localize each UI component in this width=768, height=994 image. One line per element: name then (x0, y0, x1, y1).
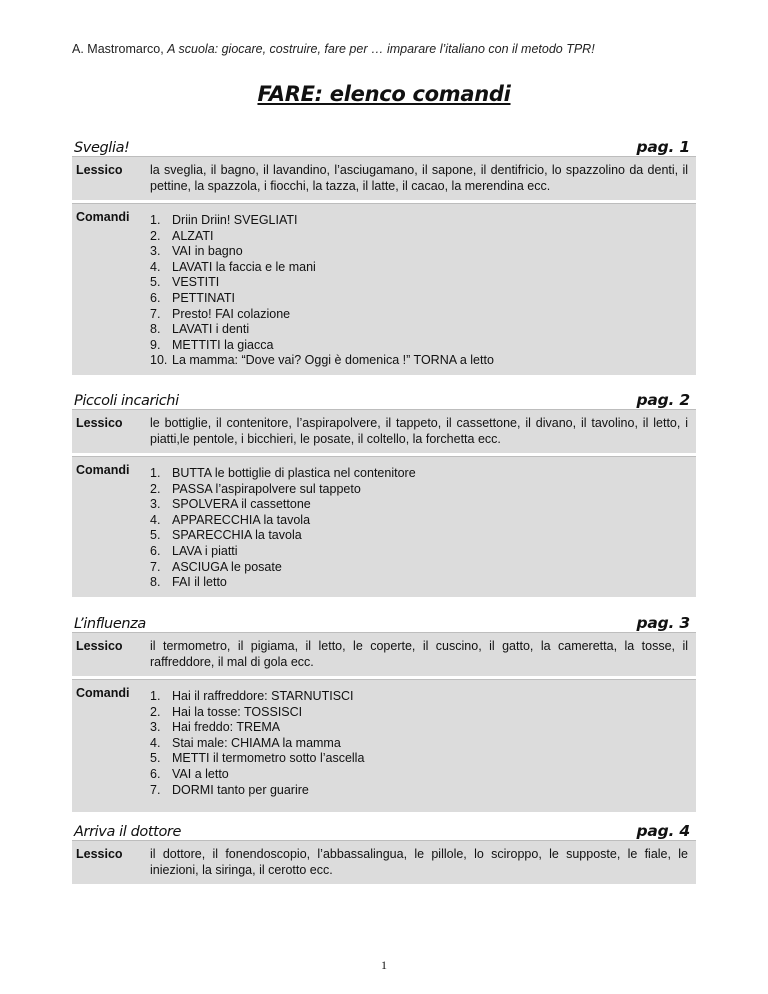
comandi-label: Comandi (76, 686, 130, 700)
lessico-label: Lessico (76, 639, 123, 653)
command-item (150, 482, 416, 498)
command-text: LAVA i piatti (172, 543, 238, 558)
section-sveglia (72, 134, 696, 375)
command-item (150, 767, 364, 783)
section-influenza (72, 610, 696, 812)
command-text: PASSA l’aspirapolvere sul tappeto (172, 481, 361, 496)
lessico-row (72, 632, 696, 676)
command-item (150, 307, 494, 323)
lessico-row (72, 840, 696, 884)
command-number: 2. (150, 481, 161, 496)
command-text: SPOLVERA il cassettone (172, 497, 311, 512)
command-item (150, 260, 494, 276)
command-item (150, 575, 416, 591)
command-number: 6. (150, 766, 161, 781)
command-text: SPARECCHIA la tavola (172, 528, 302, 543)
command-number: 2. (150, 704, 161, 719)
command-number: 9. (150, 337, 161, 352)
command-item (150, 291, 494, 307)
command-item (150, 213, 494, 229)
command-number: 3. (150, 720, 161, 735)
comandi-row (72, 456, 696, 597)
section-piccoli-incarichi (72, 387, 696, 597)
section-heading (72, 610, 696, 632)
command-text: METTITI la giacca (172, 337, 274, 352)
section-title: Piccoli incarichi (74, 393, 179, 409)
command-item (150, 560, 416, 576)
command-item (150, 751, 364, 767)
command-item (150, 736, 364, 752)
command-text: Stai male: CHIAMA la mamma (172, 735, 341, 750)
command-text: VAI in bagno (172, 244, 243, 259)
command-item (150, 689, 364, 705)
command-item (150, 338, 494, 354)
command-text: APPARECCHIA la tavola (172, 512, 311, 527)
command-number: 5. (150, 751, 161, 766)
command-number: 6. (150, 290, 161, 305)
command-text: Driin Driin! SVEGLIATI (172, 213, 298, 227)
command-item (150, 528, 416, 544)
command-item (150, 229, 494, 245)
comandi-list (150, 685, 364, 798)
command-number: 6. (150, 543, 161, 558)
comandi-label: Comandi (76, 463, 130, 477)
section-heading (72, 818, 696, 840)
section-page-ref: pag. 2 (636, 391, 690, 409)
command-text: Presto! FAI colazione (172, 306, 291, 321)
running-header (72, 42, 712, 56)
command-text: METTI il termometro sotto l’ascella (172, 751, 365, 766)
footer-page-number: 1 (381, 958, 387, 972)
command-number: 7. (150, 306, 161, 321)
command-text: La mamma: “Dove vai? Oggi è domenica !” TORNA a letto (172, 353, 494, 368)
section-page-ref: pag. 3 (636, 614, 690, 632)
command-text: BUTTA le bottiglie di plastica nel contenitore (172, 466, 416, 480)
command-number: 1. (150, 213, 161, 227)
command-number: 5. (150, 275, 161, 290)
lessico-label: Lessico (76, 416, 123, 430)
lessico-label: Lessico (76, 163, 123, 177)
command-number: 1. (150, 466, 161, 480)
command-text: VESTITI (172, 275, 220, 290)
command-number: 8. (150, 322, 161, 337)
command-number: 4. (150, 259, 161, 274)
header-book-title: A scuola: giocare, costruire, fare per … imparare l’italiano con il metodo TPR! (167, 42, 595, 56)
lessico-text: la sveglia, il bagno, il lavandino, l’asciugamano, il sapone, il dentifricio, lo spazzolino da denti, il pettine, la spazzola, i fiocchi, la tazza, il latte, il cacao, la merendina ecc. (150, 163, 688, 193)
command-number: 4. (150, 735, 161, 750)
section-page-ref: pag. 4 (636, 822, 690, 840)
command-text: Hai freddo: TREMA (172, 720, 281, 735)
command-text: LAVATI la faccia e le mani (172, 259, 316, 274)
command-text: ASCIUGA le posate (172, 559, 282, 574)
command-item (150, 720, 364, 736)
command-text: Hai la tosse: TOSSISCI (172, 704, 303, 719)
lessico-text: le bottiglie, il contenitore, l’aspirapolvere, il tappeto, il cassettone, il divano, il tavolino, il letto, i piatti,le pentole, i bicchieri, le posate, il coltello, la forchetta ecc. (150, 416, 688, 446)
page-title: FARE: elenco comandi (257, 82, 511, 106)
section-heading (72, 134, 696, 156)
command-number: 7. (150, 559, 161, 574)
command-text: VAI a letto (172, 766, 229, 781)
command-item (150, 497, 416, 513)
lessico-text: il dottore, il fonendoscopio, l’abbassalingua, le pillole, lo sciroppo, le supposte, le fiale, le iniezioni, la siringa, il cerotto ecc. (150, 847, 688, 877)
lessico-row (72, 156, 696, 200)
command-number: 8. (150, 575, 161, 590)
lessico-label: Lessico (76, 847, 123, 861)
command-number: 3. (150, 244, 161, 259)
command-item (150, 544, 416, 560)
command-item (150, 244, 494, 260)
command-item (150, 783, 364, 799)
command-text: PETTINATI (172, 290, 235, 305)
section-heading (72, 387, 696, 409)
comandi-row (72, 203, 696, 375)
command-item (150, 466, 416, 482)
command-item (150, 322, 494, 338)
command-number: 10. (150, 353, 168, 368)
section-title: L’influenza (74, 616, 146, 632)
section-arriva-il-dottore (72, 818, 696, 884)
comandi-label: Comandi (76, 210, 130, 224)
command-item (150, 513, 416, 529)
comandi-row (72, 679, 696, 812)
command-text: ALZATI (172, 228, 214, 243)
command-text: LAVATI i denti (172, 322, 250, 337)
header-author: A. Mastromarco, (72, 42, 168, 56)
command-number: 7. (150, 782, 161, 797)
command-text: DORMI tanto per guarire (172, 782, 309, 797)
command-item (150, 705, 364, 721)
command-item (150, 353, 494, 369)
command-text: FAI il letto (172, 575, 227, 590)
comandi-list (150, 462, 416, 591)
comandi-list (150, 209, 494, 369)
command-item (150, 275, 494, 291)
section-title: Arriva il dottore (74, 824, 182, 840)
section-title: Sveglia! (74, 140, 130, 156)
command-number: 2. (150, 228, 161, 243)
command-number: 1. (150, 689, 161, 703)
command-number: 3. (150, 497, 161, 512)
command-number: 5. (150, 528, 161, 543)
lessico-text: il termometro, il pigiama, il letto, le coperte, il cuscino, il gatto, la cameretta, la tosse, il raffreddore, il mal di gola ecc. (150, 639, 688, 669)
command-text: Hai il raffreddore: STARNUTISCI (172, 689, 354, 703)
lessico-row (72, 409, 696, 453)
command-number: 4. (150, 512, 161, 527)
section-page-ref: pag. 1 (636, 138, 690, 156)
